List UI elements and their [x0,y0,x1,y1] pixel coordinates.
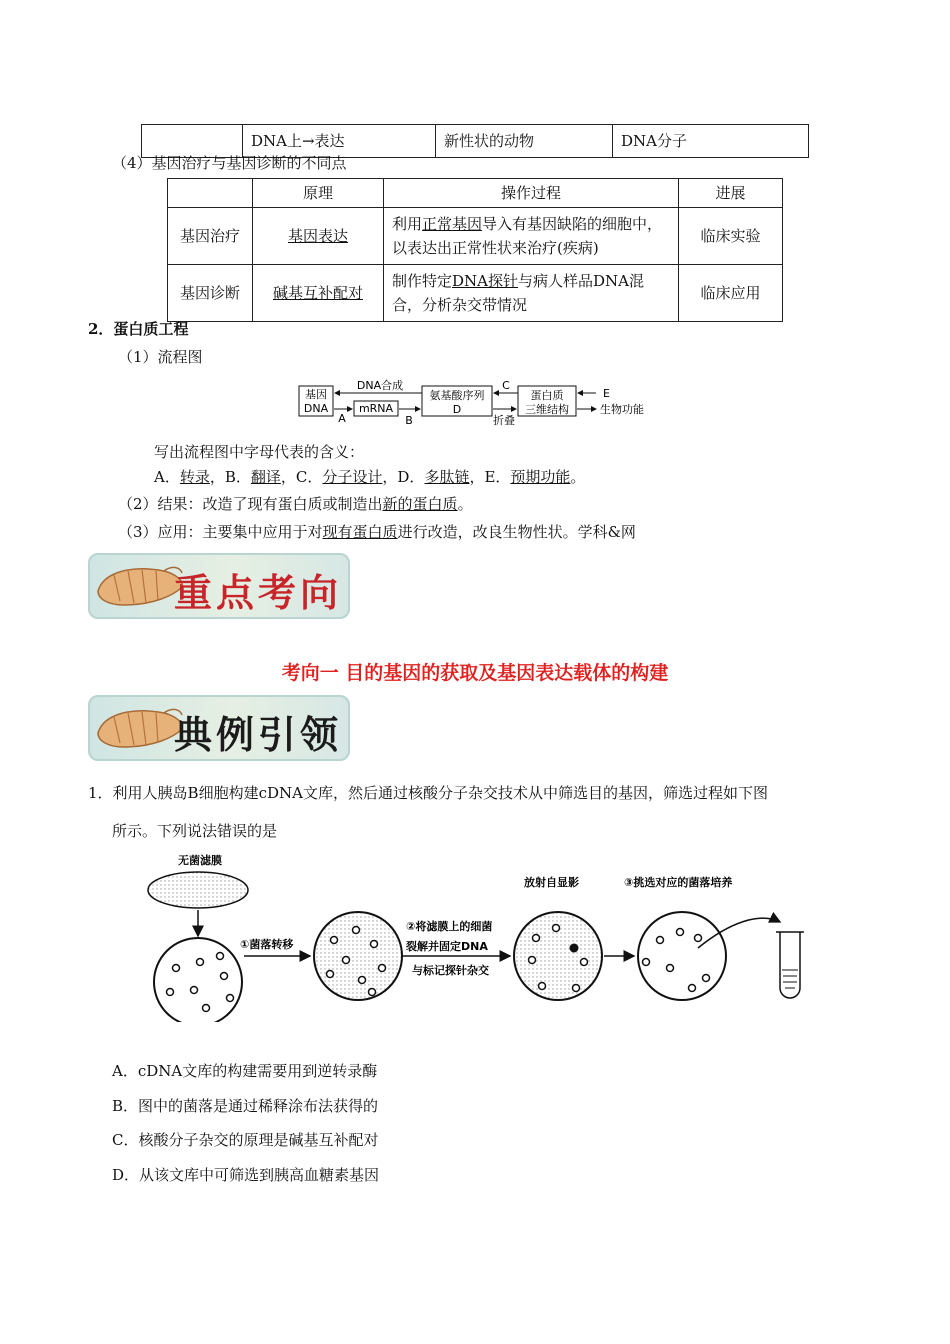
application-text: 进行改造，改良生物性状。学科&网 [397,523,636,541]
application-underlined: 现有蛋白质 [322,523,398,541]
answer-prefix: ，B． [209,468,251,486]
row-principle [253,265,384,322]
row-progress: 临床实验 [679,208,783,265]
row-process [384,265,679,322]
step3-label: ③挑选对应的菌落培养 [624,876,733,889]
culture-plate [638,912,726,1000]
autorad-label: 放射自显影 [524,876,579,889]
step2-label: ②将滤膜上的细菌 [406,920,493,933]
application-text: （3）应用：主要集中应用于对 [118,523,323,541]
flow-label: 基因 [305,388,327,401]
answer-prefix: ，E． [469,468,511,486]
question-line: 所示。下列说法错误的是 [112,822,278,840]
screening-diagram [140,852,820,1022]
process-underlined: DNA探针 [452,272,518,290]
answer-a: 转录 [179,468,210,486]
table-header: 进展 [679,179,783,208]
answer-end: 。 [570,468,586,486]
membrane-copy [314,912,402,1000]
example-banner [88,695,350,761]
answer-prefix: A． [154,468,180,486]
application-line [118,521,636,542]
row-name: 基因诊断 [168,265,253,322]
answer-b: 翻译 [250,468,281,486]
banner-title: 重点考向 [174,571,343,615]
result-underlined: 新的蛋白质 [382,495,458,513]
process-text: 利用 [392,215,423,233]
membrane-label: 无菌滤膜 [178,854,222,867]
section-4-title: （4）基因治疗与基因诊断的不同点 [112,154,347,172]
table-row [168,265,783,322]
flow-label: DNA合成 [356,379,404,392]
result-text: 。 [457,495,473,513]
write-meaning-text: 写出流程图中字母代表的含义： [154,443,365,461]
table-cell: 新性状的动物 [436,125,613,158]
section-heading: 考向一 目的基因的获取及基因表达载体的构建 [281,662,669,684]
process-text: 制作特定 [392,272,453,290]
key-topics-banner [88,553,350,619]
flow-label: 生物功能 [600,403,644,416]
flow-label: E [603,387,610,400]
sub-1-title: （1）流程图 [118,348,203,366]
flow-label: 氨基酸序列 [429,389,485,402]
answer-prefix: ，C． [280,468,323,486]
result-text: （2）结果：改造了现有蛋白质或制造出 [118,495,383,513]
option-a[interactable]: A．cDNA文库的构建需要用到逆转录酶 [112,1062,378,1080]
banner-title: 典例引领 [174,713,343,757]
flow-label: DNA [303,402,329,415]
option-d[interactable]: D．从该文库中可筛选到胰高血糖素基因 [112,1166,380,1184]
conch-shell-icon [94,561,186,611]
answer-d: 多肽链 [424,468,470,486]
option-b[interactable]: B．图中的菌落是通过稀释涂布法获得的 [112,1097,379,1115]
plate-colonies [154,938,242,1022]
protein-engineering-flowchart [296,378,666,428]
flow-label: A [338,412,346,425]
step2-label: 与标记探针杂交 [412,964,489,977]
table-header [168,179,253,208]
flow-label: 蛋白质 [530,389,564,402]
row-progress: 临床应用 [679,265,783,322]
step1-label: ①菌落转移 [240,938,294,951]
flow-label: 折叠 [493,414,515,427]
table-header: 原理 [253,179,384,208]
question-line: 1．利用人胰岛B细胞构建cDNA文库，然后通过核酸分子杂交技术从中筛选目的基因，筛选过程如下图 [88,784,768,802]
process-text: 导入有基因缺陷的细胞中，以表达出正常性状来治疗(疾病) [392,215,663,257]
sterile-membrane [148,872,248,908]
process-underlined: 正常基因 [422,215,483,233]
conch-shell-icon [94,703,186,753]
flow-label: mRNA [358,402,394,415]
answer-e: 预期功能 [510,468,571,486]
table-cell: DNA上→表达 [243,125,436,158]
answer-c: 分子设计 [322,468,383,486]
section-2-title: 2．蛋白质工程 [88,320,189,338]
result-line [118,493,473,514]
table-cell: DNA分子 [613,125,809,158]
option-c[interactable]: C．核酸分子杂交的原理是碱基互补配对 [112,1131,379,1149]
principle-text: 基因表达 [287,227,348,245]
positive-signal-dot [570,944,579,953]
process-text: 与病人样品DNA混合，分析杂交带情况 [392,272,644,314]
flow-label: 三维结构 [525,403,569,416]
table-header: 操作过程 [384,179,679,208]
answers-line [154,466,585,487]
step2-label: 裂解并固定DNA [406,940,488,953]
row-principle [253,208,384,265]
table-header-row [168,179,783,208]
flow-label: B [405,414,413,427]
answer-prefix: ，D． [382,468,425,486]
flow-label: C [502,379,510,392]
row-name: 基因治疗 [168,208,253,265]
row-process [384,208,679,265]
comparison-table [167,178,783,322]
principle-text: 碱基互补配对 [272,284,363,302]
flow-label: D [452,403,462,416]
table-row [168,208,783,265]
